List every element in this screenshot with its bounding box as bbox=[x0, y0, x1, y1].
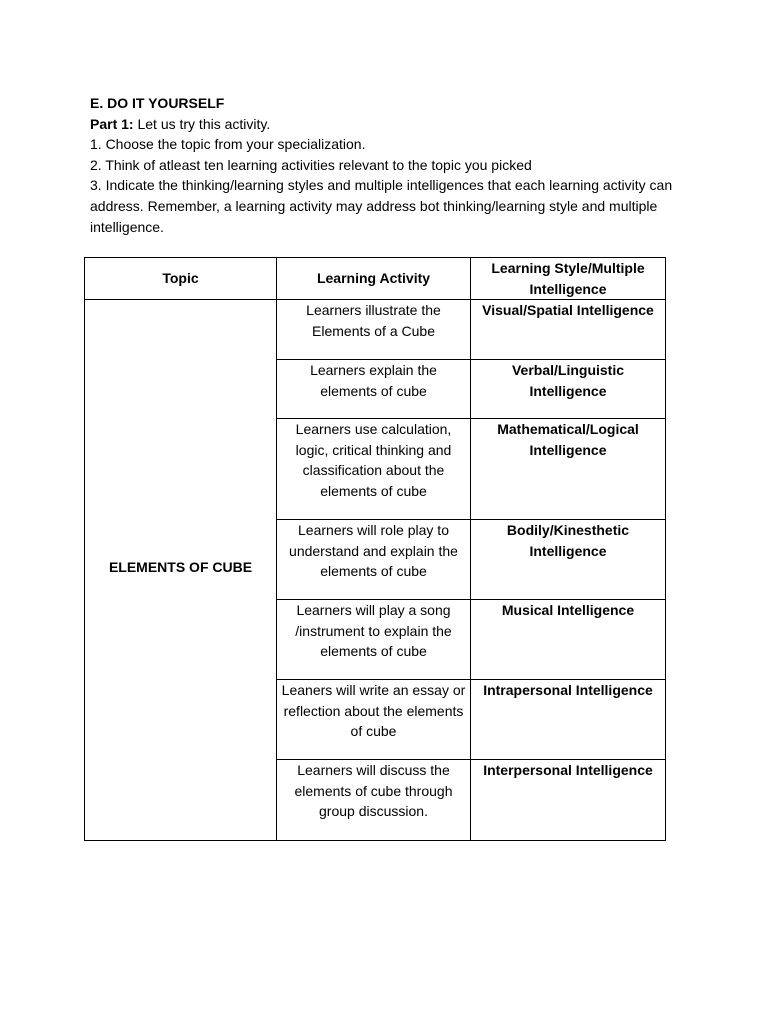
part-text: Let us try this activity. bbox=[133, 115, 271, 132]
step-2: 2. Think of atleast ten learning activities relevant to the topic you picked bbox=[90, 156, 532, 173]
section-heading: E. DO IT YOURSELF bbox=[90, 95, 225, 111]
header-learning-activity: Learning Activity bbox=[277, 258, 471, 300]
intelligence-cell bbox=[471, 600, 666, 680]
intelligence-text: Verbal/Linguistic Intelligence bbox=[511, 362, 625, 399]
activity-text: Learners will play a song /instrument to explain the elements of cube bbox=[295, 602, 452, 659]
header-learning-style-label: Learning Style/Multiple Intelligence bbox=[491, 260, 645, 297]
intelligence-text: Bodily/Kinesthetic Intelligence bbox=[506, 522, 630, 559]
part-label: Part 1: bbox=[90, 115, 134, 132]
activity-cell bbox=[277, 300, 471, 360]
intelligence-cell bbox=[471, 760, 666, 841]
intelligence-text: Musical Intelligence bbox=[501, 602, 635, 618]
activity-cell bbox=[277, 360, 471, 419]
table-row bbox=[85, 300, 666, 360]
activity-cell bbox=[277, 760, 471, 841]
activity-cell bbox=[277, 419, 471, 520]
topic-cell: ELEMENTS OF CUBE bbox=[85, 300, 277, 841]
step-1: 1. Choose the topic from your specialization. bbox=[90, 136, 366, 153]
intelligence-text: Intrapersonal Intelligence bbox=[483, 682, 653, 698]
intelligence-cell bbox=[471, 680, 666, 760]
intelligence-text: Mathematical/Logical Intelligence bbox=[497, 421, 639, 458]
activity-text: Learners use calculation, logic, critical thinking and classification about the elements of cube bbox=[295, 421, 452, 499]
intelligence-cell bbox=[471, 520, 666, 600]
activity-table bbox=[84, 257, 666, 841]
step-3: 3. Indicate the thinking/learning styles and multiple intelligences that each learning activity can address. Remember, a learning activity may address bot thinking/learning style and multiple intelligence. bbox=[90, 177, 673, 235]
header-topic: Topic bbox=[85, 258, 277, 300]
activity-text: Learners will role play to understand and explain the elements of cube bbox=[289, 522, 458, 579]
intelligence-cell bbox=[471, 300, 666, 360]
activity-cell bbox=[277, 680, 471, 760]
activity-text: Learners will discuss the elements of cube through group discussion. bbox=[294, 762, 453, 819]
activity-cell bbox=[277, 600, 471, 680]
intelligence-cell bbox=[471, 360, 666, 419]
activity-cell bbox=[277, 520, 471, 600]
instructions-block bbox=[90, 93, 680, 237]
activity-text: Learners illustrate the Elements of a Cube bbox=[306, 302, 441, 339]
activity-text: Learners explain the elements of cube bbox=[310, 362, 437, 399]
intelligence-text: Interpersonal Intelligence bbox=[483, 762, 653, 778]
intelligence-text: Visual/Spatial Intelligence bbox=[482, 302, 654, 318]
table-header-row bbox=[85, 258, 666, 300]
header-learning-style bbox=[471, 258, 666, 300]
part-line bbox=[90, 114, 680, 135]
intelligence-cell bbox=[471, 419, 666, 520]
activity-text: Leaners will write an essay or reflection about the elements of cube bbox=[281, 682, 466, 739]
